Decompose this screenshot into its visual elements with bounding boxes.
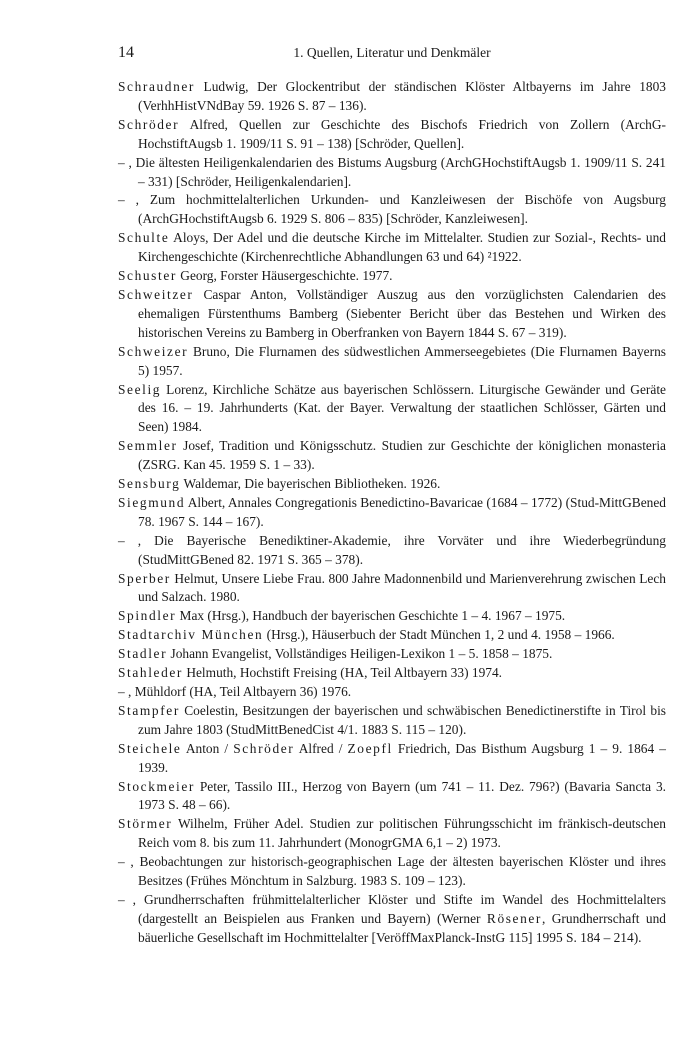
entry-text: Peter, Tassilo III., Herzog von Bayern (um 741 – 11. Dez. 796?) (Bavaria Sancta 3. 1973 S. 48 – 66). bbox=[138, 778, 666, 813]
entry-author: Stockmeier bbox=[118, 778, 195, 794]
entry-dash: – , bbox=[118, 891, 137, 907]
entry-dash: – , bbox=[118, 192, 139, 208]
entry-author: Stadler bbox=[118, 646, 168, 662]
entry-text: Max (Hrsg.), Handbuch der bayerischen Geschichte 1 – 4. 1967 – 1975. bbox=[176, 608, 566, 624]
entry-text: (Hrsg.), Häuserbuch der Stadt München 1, 2 und 4. 1958 – 1966. bbox=[263, 627, 615, 643]
entry-author: Rösener bbox=[486, 910, 542, 926]
bibliography-entry bbox=[118, 381, 666, 438]
bibliography-entry bbox=[118, 778, 666, 816]
bibliography-entry bbox=[118, 229, 666, 267]
entry-text: Lorenz, Kirchliche Schätze aus bayerischen Schlössern. Liturgische Gewänder und Geräte des 16. – 19. Jahrhunderts (Kat. der Bayer. Verwaltung der staatlichen Schlösser, Gärten und Seen) 1984. bbox=[138, 381, 666, 435]
page-number: 14 bbox=[118, 44, 134, 61]
bibliography-entry bbox=[118, 570, 666, 608]
bibliography-entry bbox=[118, 494, 666, 532]
entry-text: Anton / bbox=[181, 740, 234, 756]
entry-text: Aloys, Der Adel und die deutsche Kirche im Mittelalter. Studien zur Sozial-, Rechts- und Kirchengeschichte (Kirchenrechtliche Abhandlungen 63 und 64) ²1922. bbox=[138, 230, 666, 265]
entry-author: Schuster bbox=[118, 268, 177, 284]
entry-author: Spindler bbox=[118, 608, 177, 624]
entry-text: Die Bayerische Benediktiner-Akademie, ihre Vorväter und ihre Wiederbegründung (StudMittGBened 82. 1971 S. 365 – 378). bbox=[138, 532, 667, 567]
bibliography-entry bbox=[118, 286, 666, 343]
bibliography-entry bbox=[118, 702, 666, 740]
bibliography-entry bbox=[118, 343, 666, 381]
bibliography-entry bbox=[118, 664, 666, 683]
entry-text: Waldemar, Die bayerischen Bibliotheken. 1926. bbox=[180, 476, 441, 492]
bibliography-entry bbox=[118, 532, 666, 570]
entry-author: Sensburg bbox=[118, 476, 181, 492]
entry-author: Schulte bbox=[118, 230, 170, 246]
entry-text: Helmuth, Hochstift Freising (HA, Teil Altbayern 33) 1974. bbox=[182, 665, 503, 681]
entry-author: Steichele bbox=[118, 740, 182, 756]
bibliography-entry bbox=[118, 267, 666, 286]
entry-author: Stampfer bbox=[118, 702, 180, 718]
entry-text: Albert, Annales Congregationis Benedictino-Bavaricae (1684 – 1772) (Stud-MittGBened 78. 1967 S. 144 – 167). bbox=[138, 494, 666, 529]
bibliography-entry bbox=[118, 683, 666, 702]
bibliography-entry bbox=[118, 475, 666, 494]
entry-text: Coelestin, Besitzungen der bayerischen und schwäbischen Benedictinerstifte in Tirol bis zum Jahre 1803 (StudMittBenedCist 4/1. 1883 S. 115 – 120). bbox=[138, 702, 666, 737]
entry-author: Semmler bbox=[118, 438, 178, 454]
bibliography-entry bbox=[118, 626, 666, 645]
entry-text: Friedrich, Das Bisthum Augsburg 1 – 9. 1864 – 1939. bbox=[138, 740, 666, 775]
entry-text: Johann Evangelist, Vollständiges Heiligen-Lexikon 1 – 5. 1858 – 1875. bbox=[167, 646, 553, 662]
entry-author: Stadtarchiv München bbox=[118, 627, 264, 643]
running-title: 1. Quellen, Literatur und Denkmäler bbox=[293, 45, 491, 60]
entry-text: Ludwig, Der Glockentribut der ständischen Klöster Altbayerns im Jahre 1803 (VerhhHistVNdBay 59. 1926 S. 87 – 136). bbox=[138, 79, 666, 113]
entry-author: Zoepfl bbox=[347, 740, 393, 756]
bibliography-list bbox=[118, 78, 666, 948]
entry-author: Schweizer bbox=[118, 343, 189, 359]
entry-text: Josef, Tradition und Königsschutz. Studien zur Geschichte der königlichen monasteria (ZSRG. Kan 45. 1959 S. 1 – 33). bbox=[138, 438, 666, 473]
entry-text: , Grundherrschaft und bäuerliche Gesellschaft im Hochmittelalter [VeröffMaxPlanck-InstG 115] 1995 S. 184 – 214). bbox=[138, 910, 666, 945]
entry-dash: – , bbox=[118, 154, 132, 170]
entry-text: Grundherrschaften frühmittelalterlicher Klöster und Stifte im Wandel des Hochmittelalters (dargestellt an Beispielen aus Franken und Bayern) (Werner bbox=[136, 891, 666, 926]
bibliography-entry bbox=[118, 191, 666, 229]
entry-author: Schweitzer bbox=[118, 286, 194, 302]
entry-text: Georg, Forster Häusergeschichte. 1977. bbox=[176, 268, 393, 284]
entry-author: Störmer bbox=[118, 816, 173, 832]
bibliography-entry bbox=[118, 853, 666, 891]
bibliography-entry bbox=[118, 645, 666, 664]
bibliography-entry bbox=[118, 607, 666, 626]
entry-author: Siegmund bbox=[118, 494, 186, 510]
entry-text: Beobachtungen zur historisch-geographischen Lage der ältesten bayerischen Klöster und ihres Besitzes (Frühes Mönchtum in Salzburg. 1983 S. 109 – 123). bbox=[133, 854, 666, 889]
entry-text: Bruno, Die Flurnamen des südwestlichen Ammerseegebietes (Die Flurnamen Bayerns 5) 1957. bbox=[138, 343, 666, 378]
bibliography-entry bbox=[118, 815, 666, 853]
bibliography-entry bbox=[118, 154, 666, 192]
entry-text: Helmut, Unsere Liebe Frau. 800 Jahre Madonnenbild und Marienverehrung zwischen Lech und Salzach. 1980. bbox=[138, 570, 666, 605]
bibliography-entry bbox=[118, 78, 666, 116]
entry-author: Sperber bbox=[118, 570, 171, 586]
bibliography-entry bbox=[118, 116, 666, 154]
entry-text: Zum hochmittelalterlichen Urkunden- und Kanzleiwesen der Bischöfe von Augsburg (ArchGHochstiftAugsb 6. 1929 S. 806 – 835) [Schröder, Kanzleiwesen]. bbox=[138, 192, 666, 227]
entry-text: Alfred, Quellen zur Geschichte des Bischofs Friedrich von Zollern (ArchG-HochstiftAugsb 1. 1909/11 S. 91 – 138) [Schröder, Quellen]. bbox=[138, 116, 666, 151]
entry-text: Die ältesten Heiligenkalendarien des Bistums Augsburg (ArchGHochstiftAugsb 1. 1909/11 S. 241 – 331) [Schröder, Heiligenkalendarien]. bbox=[131, 154, 667, 189]
entry-author: Seelig bbox=[118, 381, 162, 397]
entry-text: Alfred / bbox=[294, 740, 348, 756]
entry-dash: – , bbox=[118, 532, 142, 548]
bibliography-entry bbox=[118, 891, 666, 948]
entry-text: Caspar Anton, Vollständiger Auszug aus den vorzüglichsten Calendarien des ehemaligen Fürstenthums Bamberg (Siebenter Bericht über das Bestehen und Wirken des historischen Vereins zu Bamberg in Oberfranken von Bayern 1844 S. 67 – 319). bbox=[138, 286, 666, 340]
entry-author: Schröder bbox=[118, 116, 180, 132]
entry-author: Schröder bbox=[233, 740, 295, 756]
entry-author: Schraudner bbox=[118, 79, 195, 94]
page-header bbox=[118, 44, 666, 64]
bibliography-entry bbox=[118, 437, 666, 475]
entry-dash: – , bbox=[118, 684, 132, 699]
entry-author: Stahleder bbox=[118, 665, 183, 681]
entry-text: Mühldorf (HA, Teil Altbayern 36) 1976. bbox=[131, 684, 352, 699]
bibliography-entry bbox=[118, 740, 666, 778]
entry-text: Wilhelm, Früher Adel. Studien zur politischen Führungsschicht im fränkisch-deutschen Reich vom 8. bis zum 11. Jahrhundert (MonogrGMA 6,1 – 2) 1973. bbox=[138, 816, 666, 851]
entry-dash: – , bbox=[118, 854, 134, 870]
